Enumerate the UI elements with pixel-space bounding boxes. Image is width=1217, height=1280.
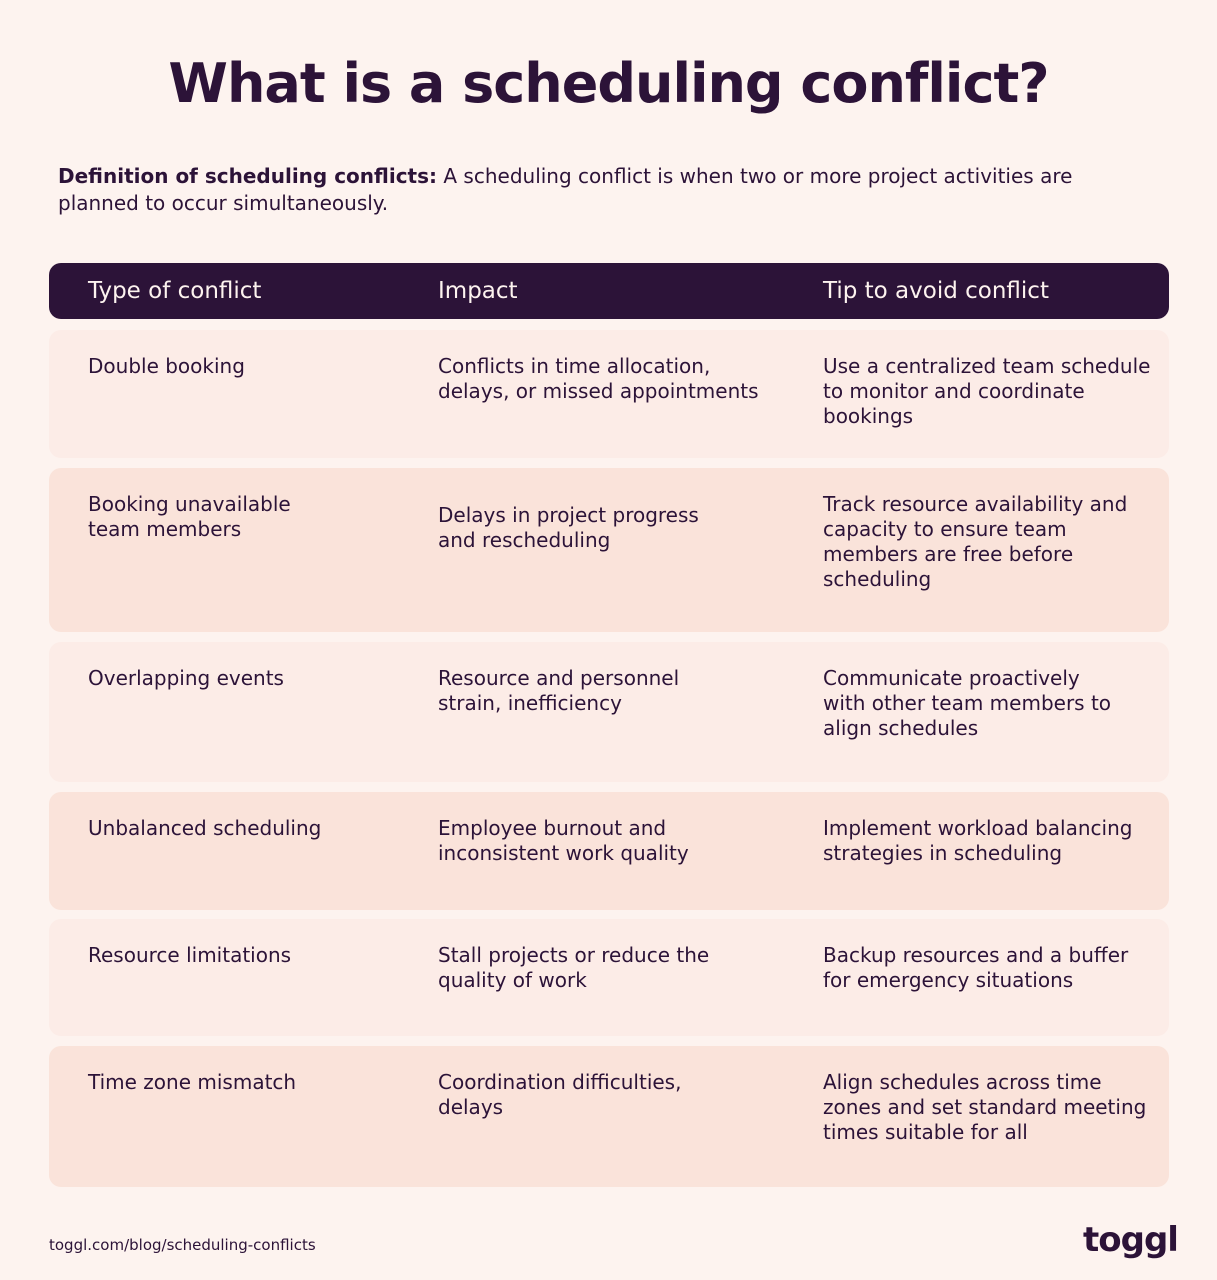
source-url: toggl.com/blog/scheduling-conflicts: [49, 1236, 316, 1254]
cell-type: Double booking: [88, 354, 245, 378]
cell-type: Resource limitations: [88, 943, 292, 967]
cell-impact: Delays in project progress and rescheduling: [438, 503, 699, 552]
cell-impact: Employee burnout and inconsistent work quality: [438, 816, 689, 865]
cell-tip: Use a centralized team schedule to monitor and coordinate bookings: [823, 354, 1151, 428]
cell-tip: Communicate proactively with other team members to align schedules: [823, 666, 1112, 740]
header-tip: Tip to avoid conflict: [823, 278, 1049, 304]
table-row: [49, 468, 1169, 632]
table-row: [49, 1046, 1169, 1187]
table-row: [49, 919, 1169, 1036]
cell-impact: Coordination difficulties, delays: [438, 1070, 682, 1119]
header-type-of-conflict: Type of conflict: [88, 278, 262, 304]
cell-impact: Conflicts in time allocation, delays, or missed appointments: [438, 354, 759, 403]
page-title: What is a scheduling conflict?: [168, 52, 1049, 115]
cell-type: Booking unavailable team members: [88, 492, 291, 541]
table-header: [49, 263, 1169, 319]
definition-text: A scheduling conflict is when two or more project activities are planned to occur simultaneously.: [58, 164, 1073, 215]
table-row: [49, 330, 1169, 458]
cell-tip: Track resource availability and capacity to ensure team members are free before scheduling: [823, 492, 1128, 591]
toggl-logo: toggl: [1083, 1220, 1178, 1260]
table-row: [49, 642, 1169, 782]
cell-type: Unbalanced scheduling: [88, 816, 322, 840]
cell-tip: Backup resources and a buffer for emergency situations: [823, 943, 1129, 992]
header-impact: Impact: [438, 278, 518, 304]
cell-type: Time zone mismatch: [88, 1070, 297, 1094]
cell-tip: Implement workload balancing strategies in scheduling: [823, 816, 1133, 865]
cell-type: Overlapping events: [88, 666, 284, 690]
cell-impact: Stall projects or reduce the quality of work: [438, 943, 710, 992]
table-row: [49, 792, 1169, 910]
definition-lead: Definition of scheduling conflicts:: [58, 164, 438, 188]
cell-tip: Align schedules across time zones and set standard meeting times suitable for all: [823, 1070, 1147, 1144]
definition-paragraph: [58, 163, 1158, 217]
cell-impact: Resource and personnel strain, inefficiency: [438, 666, 680, 715]
